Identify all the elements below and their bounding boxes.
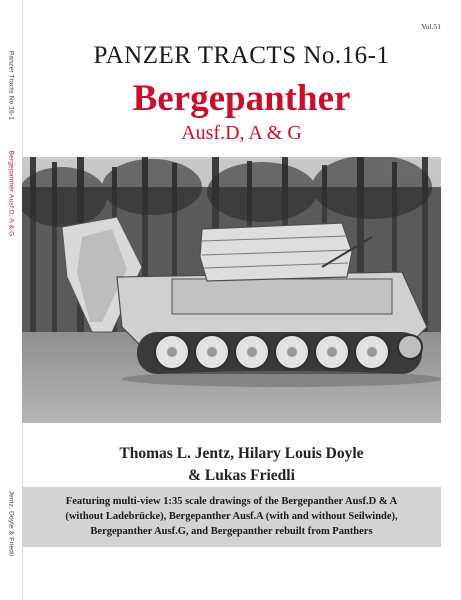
spine-title: Panzer Tracts No.16-1 (7, 50, 15, 121)
tank-photo-illustration (22, 157, 441, 423)
spine-strip (0, 0, 23, 600)
description-line-2: (without Ladebrücke), Bergepanther Ausf.A (with and without Seilwinde), (65, 511, 398, 522)
description-line-3: Bergepanther Ausf.G, and Bergepanther rebuilt from Panthers (90, 526, 373, 537)
description (22, 494, 441, 539)
authors-line-2: & Lukas Friedli (188, 467, 295, 484)
authors-line-1: Thomas L. Jentz, Hilary Louis Doyle (119, 445, 364, 462)
spine-subtitle: Bergepanther Ausf.D, A & G (7, 150, 15, 237)
subtitle: Ausf.D, A & G (181, 122, 302, 144)
description-line-1: Featuring multi-view 1:35 scale drawings of the Bergepanther Ausf.D & A (65, 496, 398, 507)
authors-block (22, 443, 461, 487)
series-title: PANZER TRACTS No.16-1 (93, 42, 390, 69)
main-title: Bergepanther (132, 78, 351, 119)
volume-number: Vol.51 (421, 22, 441, 31)
cover-photo (22, 157, 441, 423)
spine-authors: Jentz, Doyle & Friedli (7, 490, 15, 557)
